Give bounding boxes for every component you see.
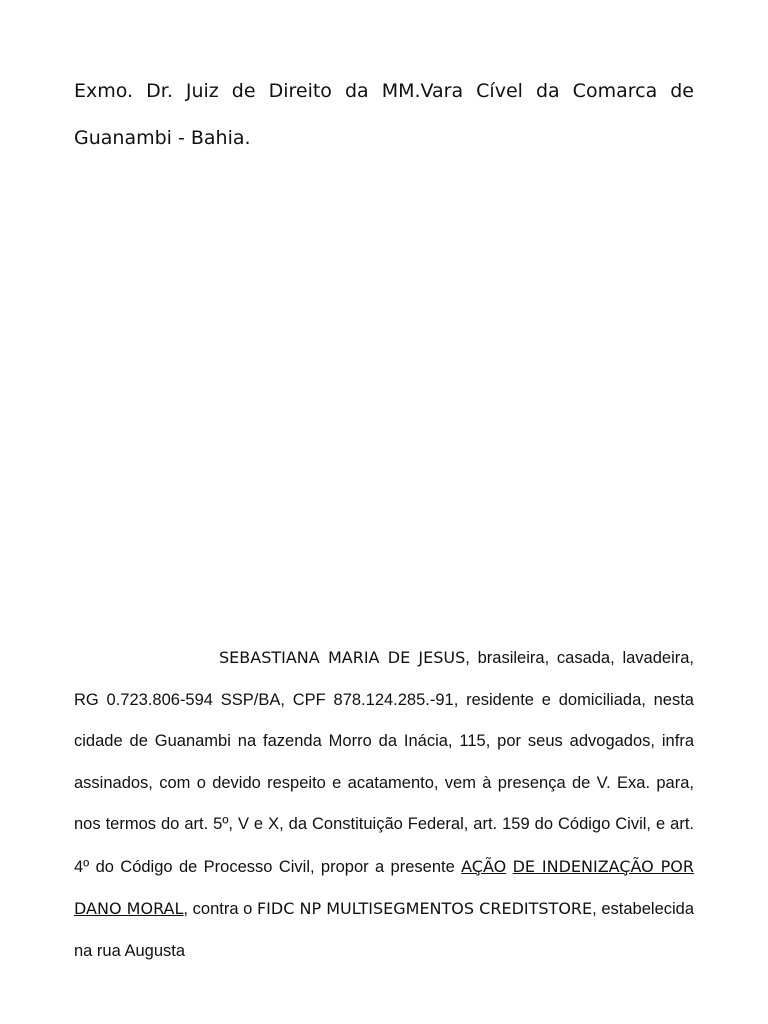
connector-text: , contra o: [183, 900, 257, 918]
defendant-name: FIDC NP MULTISEGMENTOS CREDITSTORE: [256, 899, 593, 918]
action-title-word: AÇÃO: [461, 856, 507, 876]
petition-paragraph: [74, 637, 694, 972]
plaintiff-qualification-text: , brasileira, casada, lavadeira, RG 0.723.806-594 SSP/BA, CPF 878.124.285.-91, residente e domiciliada, nesta cidade de Guanambi na fazenda Morro da Inácia, 115, por seus advogados, infra assinados, com o devido respeito e acatamento, vem à presença de V. Exa. para, nos termos do art. 5º, V e X, da Constituição Federal, art. 159 do Código Civil, e art. 4º do Código de Processo Civil, propor a presente: [74, 649, 694, 876]
action-title: DE INDENIZAÇÃO POR DANO MORAL: [74, 856, 694, 918]
plaintiff-name: SEBASTIANA MARIA DE JESUS: [219, 648, 466, 667]
addressee-line: Exmo. Dr. Juiz de Direito da MM.Vara Cível da Comarca de Guanambi - Bahia.: [74, 80, 694, 149]
defendant-address-text: , estabelecida na rua Augusta: [74, 900, 695, 960]
